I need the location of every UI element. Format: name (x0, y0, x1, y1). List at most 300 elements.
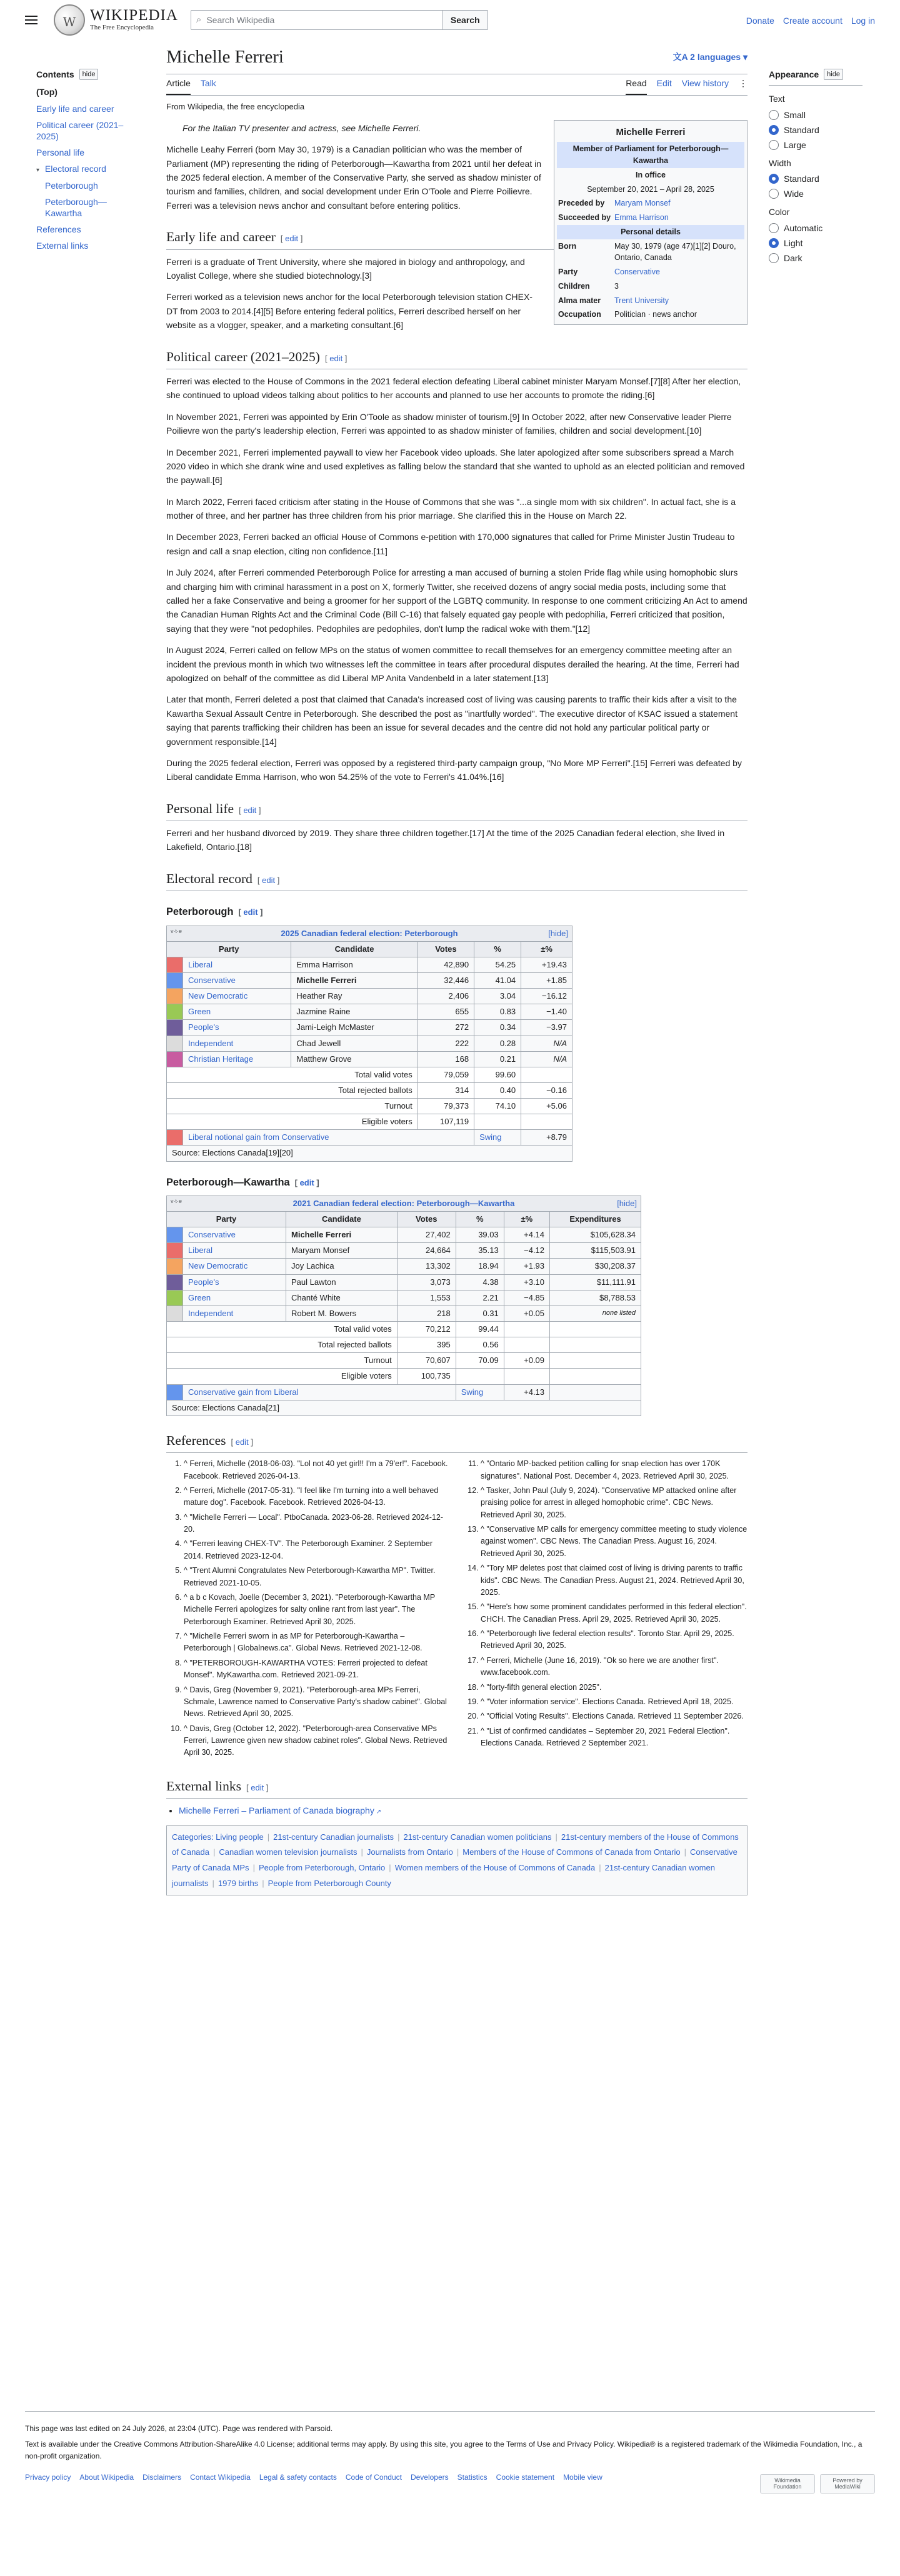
votes-cell: 32,446 (418, 972, 474, 988)
party-color-swatch (167, 1243, 183, 1259)
preceded-by-link[interactable]: Maryam Monsef (614, 199, 671, 208)
party-cell[interactable]: Green (183, 1004, 291, 1020)
percent-cell: 0.34 (474, 1020, 521, 1036)
category-separator: | (361, 1847, 363, 1857)
footer-link[interactable]: Mobile view (563, 2472, 602, 2482)
change-cell: −16.12 (521, 989, 572, 1004)
table-row (167, 1051, 572, 1067)
paragraph: During the 2025 federal election, Ferreri was opposed by a registered third-party campaign group, "No More MP Ferreri".[15] Ferreri was defeated by Liberal candidate Emma Harrison, who won 54.25% of the vote to Ferreri's 41.04%.[16] (166, 757, 742, 782)
total-label: Turnout (167, 1099, 418, 1114)
change-cell: +1.85 (521, 972, 572, 988)
change-cell (504, 1337, 549, 1353)
candidate-cell: Emma Harrison (291, 957, 418, 972)
table-total-row (167, 1067, 572, 1082)
percent-cell: 39.03 (456, 1227, 504, 1243)
succeeded-by-link[interactable]: Emma Harrison (614, 213, 669, 222)
table-total-row (167, 1337, 641, 1353)
total-label: Eligible voters (167, 1369, 398, 1384)
percent-cell: 99.44 (456, 1322, 504, 1337)
table-row (167, 972, 572, 988)
footer-link[interactable]: Legal & safety contacts (259, 2472, 337, 2482)
tab-edit[interactable]: Edit (656, 77, 672, 88)
party-cell[interactable]: Conservative (183, 1227, 286, 1243)
infobox-born: May 30, 1979 (age 47)[1][2] Douro, Ontario, Canada (614, 241, 736, 262)
change-cell: −0.16 (521, 1082, 572, 1098)
toc-item-electoral-record-row (36, 163, 136, 174)
category-separator: | (684, 1847, 686, 1857)
expenditure-cell: $105,628.34 (550, 1227, 641, 1243)
change-cell (521, 1067, 572, 1082)
reference-item: 19. ^ "Voter information service". Elections Canada. Retrieved April 18, 2025. (481, 1696, 748, 1708)
votes-cell: 3,073 (397, 1274, 456, 1290)
text-size-large-radio[interactable]: Large (769, 140, 862, 150)
toc-item-peterborough[interactable]: Peterborough (45, 180, 98, 191)
table-total-row (167, 1322, 641, 1337)
reference-item: 1. ^ Ferreri, Michelle (2018-06-03). "Lol not 40 yet girl!! I'm a 79'er!". Facebook. Facebook. Retrieved 2026-04-13. (184, 1458, 451, 1482)
party-cell[interactable]: People's (183, 1020, 291, 1036)
log-in-link[interactable]: Log in (851, 16, 875, 26)
change-cell: +4.14 (504, 1227, 549, 1243)
change-cell: +19.43 (521, 957, 572, 972)
tab-article[interactable]: Article (166, 76, 191, 95)
edit-section-link[interactable]: edit (262, 875, 276, 885)
infobox-party-link[interactable]: Conservative (614, 267, 660, 277)
table-row (167, 1036, 572, 1051)
category-link[interactable]: Conservative Party of Canada MPs (172, 1847, 738, 1873)
candidate-cell: Jami-Leigh McMaster (291, 1020, 418, 1036)
width-wide-radio[interactable]: Wide (769, 189, 862, 199)
toc-item-references[interactable]: References (36, 224, 81, 235)
footer-link[interactable]: Privacy policy (25, 2472, 71, 2482)
appearance-heading: Appearance hide (769, 67, 862, 86)
party-cell[interactable]: People's (183, 1274, 286, 1290)
change-cell: −1.40 (521, 1004, 572, 1020)
powered-by-mediawiki-badge[interactable]: Powered by MediaWiki (820, 2474, 875, 2494)
subsection-heading-peterborough: Peterborough [ edit ] (166, 906, 263, 918)
party-cell[interactable]: New Democratic (183, 989, 291, 1004)
edit-section-link[interactable]: edit (243, 907, 258, 917)
text-size-small-radio[interactable]: Small (769, 110, 862, 120)
page-title-row (166, 42, 748, 74)
candidate-cell: Chanté White (286, 1290, 398, 1305)
appearance-panel (769, 67, 862, 268)
percent-cell: 41.04 (474, 972, 521, 988)
color-light-radio[interactable]: Light (769, 238, 862, 248)
percent-cell: 0.28 (474, 1036, 521, 1051)
percent-cell: 4.38 (456, 1274, 504, 1290)
percent-cell: 0.21 (474, 1051, 521, 1067)
paragraph: In December 2021, Ferreri implemented paywall to view her Facebook video uploads. She later apologized after some subscribers spread a March 2020 video in which she drank wine and used expletives as falling below the standard that she wanted to uphold as an elected politician and removed the paywall.[6] (166, 447, 745, 486)
toc-item-peterborough-kawartha[interactable]: Peterborough—Kawartha (45, 196, 107, 218)
table-total-row (167, 1353, 641, 1369)
candidate-cell: Robert M. Bowers (286, 1305, 398, 1321)
infobox-row: Born May 30, 1979 (age 47)[1][2] Douro, Ontario, Canada (557, 239, 744, 266)
votes-cell: 24,664 (397, 1243, 456, 1259)
total-label: Turnout (167, 1353, 398, 1369)
infobox-in-office-label: In office (636, 170, 666, 179)
toc-hide-button[interactable]: hide (79, 69, 99, 80)
table-hide-button[interactable]: [hide] (617, 1198, 637, 1208)
percent-cell: 54.25 (474, 957, 521, 972)
reference-item: 17. ^ Ferreri, Michelle (June 16, 2019). "Ok so here we are another first". www.facebook.com. (481, 1655, 748, 1679)
percent-cell: 18.94 (456, 1259, 504, 1274)
hatnote: For the Italian TV presenter and actress, see Michelle Ferreri. (182, 122, 421, 133)
wikimedia-foundation-badge[interactable]: Wikimedia Foundation (760, 2474, 815, 2494)
wikipedia-globe-icon (54, 4, 85, 36)
percent-cell: 2.21 (456, 1290, 504, 1305)
table-caption (167, 1196, 641, 1211)
categories-label[interactable]: Categories: (172, 1832, 214, 1842)
party-color-swatch (167, 1004, 183, 1020)
change-cell: +0.09 (504, 1353, 549, 1369)
toc-item-personal-life[interactable]: Personal life (36, 147, 85, 158)
percent-cell: 35.13 (456, 1243, 504, 1259)
expenditure-cell: $30,208.37 (550, 1259, 641, 1274)
party-cell[interactable]: Independent (183, 1305, 286, 1321)
section-heading-references: References [ edit ] (166, 1430, 748, 1453)
section-heading-early-life: Early life and career [ edit ] (166, 226, 748, 249)
empty-cell (550, 1322, 641, 1337)
table-row (167, 1305, 641, 1321)
reference-item: 5. ^ "Trent Alumni Congratulates New Peterborough-Kawartha MP". Twitter. Retrieved 2021-10-05. (184, 1565, 451, 1589)
edit-section-link[interactable]: edit (299, 1177, 314, 1187)
candidate-cell: Heather Ray (291, 989, 418, 1004)
table-total-row (167, 1099, 572, 1114)
toc-item-external-links[interactable]: External links (36, 241, 89, 251)
reference-item: 13. ^ "Conservative MP calls for emergency committee meeting to study violence against women". CBC News. The Canadian Press. August 16, 2024. Retrieved April 30, 2025. (481, 1524, 748, 1560)
empty-cell (550, 1353, 641, 1369)
infobox-personal-details: Personal details (557, 225, 744, 239)
edit-section-link[interactable]: edit (329, 353, 343, 363)
percent-cell: 3.04 (474, 989, 521, 1004)
category-separator: | (212, 1878, 214, 1888)
reference-list (166, 1458, 748, 1762)
toc-heading: Contents hide (36, 67, 136, 81)
appearance-hide-button[interactable]: hide (824, 69, 843, 80)
candidate-cell: Michelle Ferreri (291, 972, 418, 988)
percent-cell (456, 1369, 504, 1384)
total-label: Eligible voters (167, 1114, 418, 1130)
expenditure-cell: $8,788.53 (550, 1290, 641, 1305)
paragraph: In December 2023, Ferreri backed an official House of Commons e-petition with 170,000 signatures that called for Prime Minister Justin Trudeau to resign and call a snap election, citing non confidence.[11] (166, 532, 735, 556)
paragraph: Later that month, Ferreri deleted a post that claimed that Canada's increased cost of living was causing parents to traffic their kids after a visit to the Kawartha Sexual Assault Centre in Peterborough. She described the post as "inartfully worded". The executive director of KSAC issued a statement saying that parents trafficking their children has been an issue for several decades and the centre did not hold any particular political party or government responsible.[14] (166, 694, 738, 747)
footer-link[interactable]: Code of Conduct (345, 2472, 402, 2482)
change-cell: N/A (521, 1036, 572, 1051)
votes-cell: 2,406 (418, 989, 474, 1004)
category-separator: | (555, 1832, 558, 1842)
category-links (166, 1825, 748, 1896)
party-color-swatch (167, 1130, 183, 1146)
change-cell: +1.93 (504, 1259, 549, 1274)
category-separator: | (389, 1863, 391, 1873)
infobox-row: Occupation Politician · news anchor (558, 310, 698, 319)
category-link[interactable]: People from Peterborough County (268, 1878, 391, 1888)
category-link[interactable]: 21st-century Canadian women politicians (403, 1832, 552, 1842)
category-separator: | (456, 1847, 459, 1857)
party-cell[interactable]: Liberal (183, 1243, 286, 1259)
reference-item: 9. ^ Davis, Greg (November 9, 2021). "Peterborough-area MPs Ferreri, Schmale, Lawrence named to Conservative Party's shadow cabinet". Global News. Retrieved April 30, 2025. (184, 1684, 451, 1720)
table-caption (167, 926, 572, 941)
total-label: Total rejected ballots (167, 1337, 398, 1353)
party-cell[interactable]: Conservative (183, 972, 291, 988)
tab-view-history[interactable]: View history (681, 77, 729, 88)
infobox-row: Preceded by Maryam Monsef (557, 196, 744, 211)
license-text: Text is available under the Creative Commons Attribution-ShareAlike 4.0 License; additional terms may apply. By using this site, you agree to the Terms of Use and Privacy Policy. Wikipedia® is a registered trademark of the Wikimedia Foundation, Inc., a non-profit organization. (25, 2440, 862, 2461)
change-cell: −4.12 (504, 1243, 549, 1259)
percent-cell (474, 1114, 521, 1130)
footer-link[interactable]: Contact Wikipedia (190, 2472, 251, 2482)
vte-links[interactable]: v·t·e (171, 1197, 182, 1204)
more-tools-icon[interactable]: ⋮ (739, 77, 748, 88)
section-heading-electoral-record: Electoral record [ edit ] (166, 868, 748, 891)
infobox-alma-link[interactable]: Trent University (614, 296, 669, 305)
section-heading-political-career: Political career (2021–2025) [ edit ] (166, 346, 748, 369)
table-row (167, 1020, 572, 1036)
footer-link[interactable]: Disclaimers (142, 2472, 182, 2482)
table-total-row (167, 1082, 572, 1098)
category-separator: | (267, 1832, 270, 1842)
candidate-cell: Jazmine Raine (291, 1004, 418, 1020)
change-cell: −3.97 (521, 1020, 572, 1036)
main-content (166, 40, 748, 1895)
reference-item: 7. ^ "Michelle Ferreri sworn in as MP for Peterborough-Kawartha – Peterborough | Globalnews.ca". Global News. Retrieved 2021-12-08. (184, 1630, 451, 1655)
search-placeholder: Search Wikipedia (206, 14, 275, 25)
empty-cell (550, 1337, 641, 1353)
party-color-swatch (167, 1020, 183, 1036)
party-cell[interactable]: Liberal (183, 957, 291, 972)
expenditure-cell: $115,503.91 (550, 1243, 641, 1259)
infobox (554, 120, 748, 325)
change-cell (521, 1114, 572, 1130)
edit-section-link[interactable]: edit (235, 1437, 249, 1447)
votes-cell: 272 (418, 1020, 474, 1036)
votes-cell: 79,373 (418, 1099, 474, 1114)
change-cell: +3.10 (504, 1274, 549, 1290)
total-label: Total rejected ballots (167, 1082, 418, 1098)
footer-link[interactable]: Developers (410, 2472, 449, 2482)
category-link[interactable]: Journalists from Ontario (366, 1847, 453, 1857)
tab-talk[interactable]: Talk (200, 77, 216, 88)
edit-section-link[interactable]: edit (243, 805, 257, 815)
infobox-row: Alma mater Trent University (557, 294, 744, 308)
category-link[interactable]: 21st-century members of the House of Commons of Canada (172, 1832, 739, 1857)
lead-paragraph: Michelle Leahy Ferreri (born May 30, 1979) is a Canadian politician who was the member of Parliament (MP) representing the riding of Peterborough—Kawartha from 2021 until her defeat in the 2025 federal election. A member of the Conservative Party, she served as shadow minister of tourism and families, children, and social development under Erin O'Toole and Pierre Poilievre. Ferreri was a television news anchor and consultant before entering politics. (166, 144, 541, 211)
table-row (167, 1274, 641, 1290)
reference-item: 15. ^ "Here's how some prominent candidates performed in this federal election". CHCH. The Canadian Press. April 29, 2025. Retrieved April 30, 2025. (481, 1601, 748, 1625)
footer-link[interactable]: Cookie statement (496, 2472, 555, 2482)
width-standard-radio[interactable]: Standard (769, 174, 862, 184)
percent-cell: 0.40 (474, 1082, 521, 1098)
votes-cell: 1,553 (397, 1290, 456, 1305)
page-title: Michelle Ferreri (166, 47, 284, 67)
table-row: Liberal notional gain from Conservative Swing +8.79 (167, 1130, 572, 1146)
votes-cell: 395 (397, 1337, 456, 1353)
reference-item: 18. ^ "forty-fifth general election 2025". (481, 1682, 748, 1694)
category-separator: | (599, 1863, 601, 1873)
reference-item: 6. ^ a b c Kovach, Joelle (December 3, 2021). "Peterborough-Kawartha MP Michelle Ferreri apologizes for salty online rant from last year". The Peterborough Examiner. Retrieved April 30, 2025. (184, 1592, 451, 1628)
color-automatic-radio[interactable]: Automatic (769, 223, 862, 233)
votes-cell: 168 (418, 1051, 474, 1067)
category-link[interactable]: Women members of the House of Commons of Canada (394, 1863, 596, 1873)
category-separator: | (262, 1878, 264, 1888)
text-size-standard-radio[interactable]: Standard (769, 125, 862, 135)
footer-links (25, 2472, 875, 2484)
candidate-cell: Maryam Monsef (286, 1243, 398, 1259)
category-link[interactable]: 21st-century Canadian journalists (273, 1832, 394, 1842)
table-hide-button[interactable]: [hide] (548, 928, 568, 938)
percent-cell: 99.60 (474, 1067, 521, 1082)
vte-links[interactable]: v·t·e (171, 927, 182, 934)
reference-item: 8. ^ "PETERBOROUGH-KAWARTHA VOTES: Ferreri projected to defeat Monsef". MyKawartha.com. Retrieved 2021-09-21. (184, 1657, 451, 1682)
reference-item: 12. ^ Tasker, John Paul (July 9, 2024). "Conservative MP attacked online after praising police for arrest in alleged homophobic crime". CBC News. Retrieved April 30, 2025. (481, 1485, 748, 1521)
votes-cell: 218 (397, 1305, 456, 1321)
candidate-cell: Joy Lachica (286, 1259, 398, 1274)
external-links-list (166, 1804, 748, 1817)
party-cell[interactable]: Christian Heritage (183, 1051, 291, 1067)
footer-link[interactable]: Statistics (457, 2472, 488, 2482)
edit-section-link[interactable]: edit (285, 234, 299, 244)
reference-item: 10. ^ Davis, Greg (October 12, 2022). "Peterborough-area Conservative MPs Ferreri, Lawrence given new shadow cabinet roles". Global News. Retrieved April 30, 2025. (184, 1723, 451, 1759)
table-caption-link[interactable]: 2021 Canadian federal election: Peterborough—Kawartha (292, 1198, 515, 1208)
subsection-heading-peterborough-kawartha: Peterborough—Kawartha [ edit ] (166, 1176, 319, 1188)
tab-read[interactable]: Read (626, 76, 646, 95)
table-row (167, 1004, 572, 1020)
total-label: Total valid votes (167, 1067, 418, 1082)
table-row: Conservative gain from Liberal Swing +4.13 (167, 1384, 641, 1400)
paragraph: In March 2022, Ferreri faced criticism after stating in the House of Commons that she was "...a single mom with six children". In actual fact, she is a mother of three, and her partner has three children from his prior marriage. She clarified this in the House on March 22. (166, 496, 736, 521)
party-color-swatch (167, 1290, 183, 1305)
toc-item-political-career[interactable]: Political career (2021–2025) (36, 119, 124, 141)
table-header-row: Party Candidate Votes % ±% (167, 941, 572, 957)
color-label: Color (769, 207, 790, 217)
reference-item: 3. ^ "Michelle Ferreri — Local". PtboCanada. 2023-06-28. Retrieved 2024-12-20. (184, 1512, 451, 1536)
percent-cell: 70.09 (456, 1353, 504, 1369)
party-cell[interactable]: New Democratic (183, 1259, 286, 1274)
expenditure-cell: $11,111.91 (550, 1274, 641, 1290)
table-source: Source: Elections Canada[19][20] (167, 1146, 572, 1161)
search-icon: ⌕ (196, 14, 202, 25)
category-link[interactable]: People from Peterborough, Ontario (258, 1863, 386, 1873)
section-heading-external-links: External links [ edit ] (166, 1775, 748, 1799)
wikipedia-logo[interactable] (54, 4, 178, 36)
party-cell[interactable]: Independent (183, 1036, 291, 1051)
party-color-swatch (167, 1036, 183, 1051)
category-link[interactable]: Living people (216, 1832, 264, 1842)
party-color-swatch (167, 1305, 183, 1321)
votes-cell: 79,059 (418, 1067, 474, 1082)
last-edited: This page was last edited on 24 July 2026, at 23:04 (UTC). Page was rendered with Parsoid. (25, 2424, 333, 2433)
table-row (167, 1290, 641, 1305)
reference-item: 14. ^ "Tory MP deletes post that claimed cost of living is driving parents to traffic kids". CBC News. The Canadian Press. August 21, 2024. Retrieved April 30, 2025. (481, 1562, 748, 1599)
votes-cell: 222 (418, 1036, 474, 1051)
election-table-2025 (166, 926, 572, 1162)
votes-cell: 655 (418, 1004, 474, 1020)
category-link[interactable]: 21st-century Canadian women journalists (172, 1863, 715, 1888)
infobox-row: Succeeded by Emma Harrison (557, 211, 744, 225)
edit-section-link[interactable]: edit (251, 1782, 264, 1792)
percent-cell: 0.83 (474, 1004, 521, 1020)
width-label: Width (769, 157, 791, 168)
candidate-cell: Paul Lawton (286, 1274, 398, 1290)
user-links (746, 14, 875, 27)
category-separator: | (398, 1832, 400, 1842)
infobox-in-office: September 20, 2021 – April 28, 2025 (587, 184, 714, 194)
change-cell: +5.06 (521, 1099, 572, 1114)
table-caption-link[interactable]: 2025 Canadian federal election: Peterborough (281, 928, 458, 938)
external-link[interactable]: Michelle Ferreri – Parliament of Canada biography ↗ (179, 1805, 381, 1815)
table-source: Source: Elections Canada[21] (167, 1400, 641, 1415)
infobox-row: Party Conservative (557, 265, 744, 279)
party-color-swatch (167, 989, 183, 1004)
language-button[interactable]: 文A 2 languages ▾ (672, 51, 748, 62)
chevron-down-icon[interactable]: ▾ (36, 167, 40, 174)
toc-item-electoral-record[interactable]: Electoral record (44, 164, 106, 174)
reference-item: 4. ^ "Ferreri leaving CHEX-TV". The Peterborough Examiner. 2 September 2014. Retrieved 2023-12-04. (184, 1538, 451, 1562)
page-tabs (166, 74, 748, 96)
total-label: Total valid votes (167, 1322, 398, 1337)
reference-item: 20. ^ "Official Voting Results". Elections Canada. Retrieved 11 September 2026. (481, 1710, 748, 1722)
party-color-swatch (167, 957, 183, 972)
paragraph: Ferreri is a graduate of Trent University, where she majored in biology and anthropology, and Loyalist College, where she studied biotechnology.[3] (166, 256, 525, 281)
party-color-swatch (167, 972, 183, 988)
toc-item-early-life[interactable]: Early life and career (36, 103, 114, 114)
create-account-link[interactable]: Create account (782, 16, 842, 26)
toc-item-top[interactable]: (Top) (36, 87, 58, 97)
party-color-swatch (167, 1384, 183, 1400)
table-header-row: Party Candidate Votes % ±% Expenditures (167, 1212, 641, 1227)
category-link[interactable]: Canadian women television journalists (219, 1847, 358, 1857)
change-cell: +0.05 (504, 1305, 549, 1321)
tagline: The Free Encyclopedia (90, 23, 154, 31)
reference-item: 16. ^ "Peterborough live federal election results". Toronto Star. April 29, 2025. Retrieved April 30, 2025. (481, 1628, 748, 1652)
table-row (167, 1243, 641, 1259)
paragraph: In July 2024, after Ferreri commended Peterborough Police for arresting a man accused of burning a stolen Pride flag while using homophobic slurs and charging him with criminal harassment in a post on X, formerly Twitter, she received dozens of angry social media posts, including some that called her a fake Conservative and being a groomer for her support of the LGBTQ community. In response to one comment criticizing An Act to amend the Canadian Human Rights Act and the Criminal Code (Bill C-16) that falsely equated gay people with pedophilia, Ferreri criticized that position, saying that they were "not pedophiles. Pedophiles are pedophiles, don't lump the radical woke with them."[12] (166, 567, 748, 634)
table-row (167, 957, 572, 972)
category-separator: | (252, 1863, 255, 1873)
category-link[interactable]: 1979 births (218, 1878, 259, 1888)
votes-cell: 314 (418, 1082, 474, 1098)
percent-cell: 0.31 (456, 1305, 504, 1321)
votes-cell: 13,302 (397, 1259, 456, 1274)
site-sub: From Wikipedia, the free encyclopedia (166, 102, 305, 112)
table-row (167, 1227, 641, 1243)
party-color-swatch (167, 1259, 183, 1274)
category-link[interactable]: Members of the House of Commons of Canada from Ontario (462, 1847, 681, 1857)
paragraph: In November 2021, Ferreri was appointed by Erin O'Toole as shadow minister of tourism.[9] In October 2022, after new Conservative leader Pierre Poilievre won the party's leadership election, Ferreri was appointed to as shadow minister of families, children and social development.[10] (166, 411, 732, 436)
gain-text: Liberal notional gain from Conservative (183, 1130, 474, 1146)
change-cell: N/A (521, 1051, 572, 1067)
search-button[interactable]: Search (443, 10, 488, 30)
votes-cell: 70,212 (397, 1322, 456, 1337)
search-input[interactable] (191, 10, 443, 30)
paragraph: Ferreri and her husband divorced by 2019. They share three children together.[17] At the time of the 2025 Canadian federal election, she lived in Lakefield, Ontario.[18] (166, 828, 725, 852)
translate-icon: 文A (672, 51, 691, 62)
percent-cell: 74.10 (474, 1099, 521, 1114)
party-cell[interactable]: Green (183, 1290, 286, 1305)
party-color-swatch (167, 1274, 183, 1290)
footer-link[interactable]: About Wikipedia (79, 2472, 134, 2482)
change-cell: −4.85 (504, 1290, 549, 1305)
main-menu-icon[interactable] (25, 16, 38, 24)
expenditure-cell: none listed (550, 1305, 641, 1321)
donate-link[interactable]: Donate (746, 16, 774, 26)
reference-item: 11. ^ "Ontario MP-backed petition calling for snap election has over 170K signatures". National Post. December 4, 2023. Retrieved April 30, 2025. (481, 1458, 748, 1482)
candidate-cell: Michelle Ferreri (286, 1227, 398, 1243)
chevron-down-icon: ▾ (741, 51, 748, 62)
infobox-office[interactable]: Member of Parliament for Peterborough—Kawartha (557, 142, 744, 168)
party-color-swatch (167, 1051, 183, 1067)
color-dark-radio[interactable]: Dark (769, 253, 862, 263)
